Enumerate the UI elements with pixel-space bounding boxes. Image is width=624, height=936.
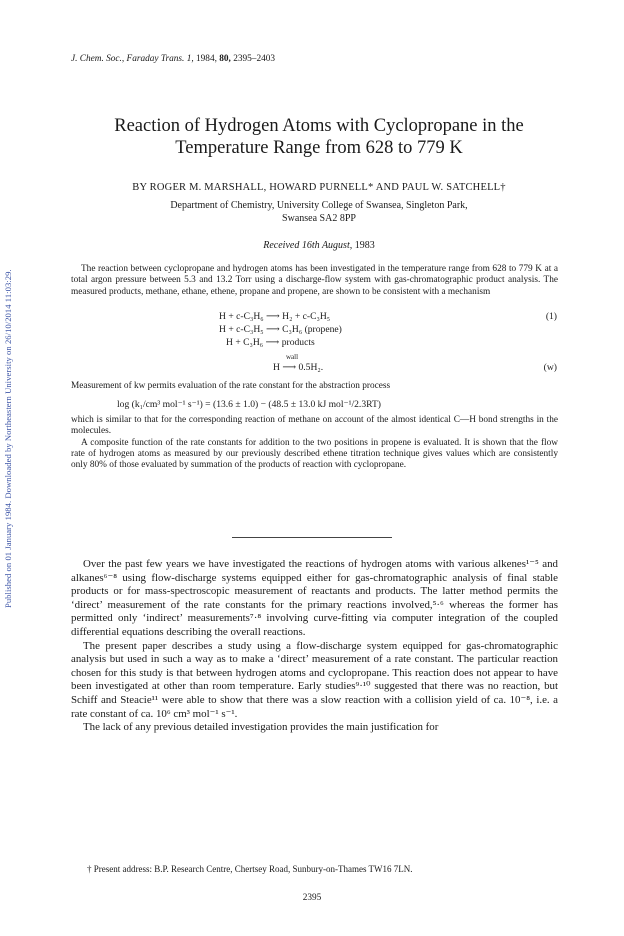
paper-title [64,115,574,159]
received-label: Received [263,240,300,251]
reaction-4: H ⟶ 0.5H₂. [273,362,324,373]
journal-pages: 2395–2403 [233,54,276,64]
rate-equation: log (k₁/cm³ mol⁻¹ s⁻¹) = (13.6 ± 1.0) − (48.5 ± 13.0 kJ mol⁻¹/2.3RT) [117,399,381,410]
page-number: 2395 [302,893,322,903]
abstract-text-4: A composite function of the rate constants for addition to the two positions in propene is evaluated. It is shown that the flow rate of hydrogen atoms as measured by our previously described ethene titration technique gives values which are consistently only 80% of those evaluated by summation of the products of reaction with cyclopropane. [71,437,558,471]
body-paragraph-2: The present paper describes a study using a flow-discharge system equipped for gas-chromatographic analysis but used in such a way as to make a ‘direct’ measurement of a rate constant. The particular reaction chosen for this study is that between hydrogen atoms and cyclopropane. This reaction does not appear to have been investigated at other than room temperature. Early studies⁹·¹⁰ suggested that there was no reaction, but Schiff and Steacie¹¹ were able to show that there was a slow reaction with a collision yield of ca. 10⁻⁸, i.e. a rate constant of ca. 10⁶ cm³ mol⁻¹ s⁻¹. [71,639,558,720]
affiliation-line-1: Department of Chemistry, University College of Swansea, Singleton Park, [170,200,468,211]
abstract-paragraph-1 [71,264,558,298]
received-year: 1983 [354,240,375,251]
reaction-3: H + C₃H₆ ⟶ products [226,337,315,348]
main-text [71,558,558,735]
section-divider [232,537,392,538]
download-watermark-text: Published on 01 January 1984. Downloaded by Northeastern University on 26/10/2014 11:03:29. [3,269,13,608]
abstract-text-2: Measurement of kw permits evaluation of the rate constant for the abstraction process [71,381,391,391]
abstract-paragraph-3 [71,415,558,471]
title-line-1: Reaction of Hydrogen Atoms with Cyclopropane in the [114,116,524,136]
reaction-4-condition: wall [286,353,299,361]
abstract-paragraph-2 [71,381,558,392]
footnote: † Present address: B.P. Research Centre, Chertsey Road, Sunbury-on-Thames TW16 7LN. [87,864,413,874]
reaction-4-label: (w) [543,362,557,373]
journal-name: J. Chem. Soc., Faraday Trans. 1, [71,54,194,64]
journal-volume: 80, [219,54,231,64]
journal-year: 1984, [196,54,217,64]
reaction-2: H + c-C₃H₅ ⟶ C₃H₆ (propene) [219,324,342,335]
reaction-1-label: (1) [545,311,557,322]
received-date [64,240,574,251]
body-paragraph-1: Over the past few years we have investigated the reactions of hydrogen atoms with various alkenes¹⁻⁵ and alkanes⁶⁻⁸ using flow-discharge systems equipped either for gas-chromatographic analysis of final stable products or for mass-spectroscopic measurement of reactants and products. The latter method permits the ‘direct’ measurement of the rate constants for the primary reactions involved,⁵·⁶ whereas the former has permitted only ‘indirect’ measurements⁷·⁸ involving curve-fitting via computer integration of the coupled differential equations describing the overall reactions. [71,558,558,638]
title-line-2: Temperature Range from 628 to 779 K [175,138,463,158]
abstract-text-3: which is similar to that for the corresponding reaction of methane on account of the almost identical C—H bond strengths in the molecules. [71,415,558,437]
reaction-1: H + c-C₃H₆ ⟶ H₂ + c-C₃H₅ [219,311,331,322]
abstract-text-1: The reaction between cyclopropane and hydrogen atoms has been investigated in the temperature range from 628 to 779 K at a total argon pressure between 5.3 and 13.2 Torr using a discharge-flow system with gas-chromatographic product analysis. The measured products, methane, ethane, ethene, propane and propene, are shown to be consistent with a mechanism [71,264,558,297]
affiliation-line-2: Swansea SA2 8PP [282,213,356,224]
received-day: 16th August, [301,240,353,251]
affiliation [64,199,574,225]
download-watermark [3,148,13,608]
journal-citation [71,54,275,64]
author-list: BY ROGER M. MARSHALL, HOWARD PURNELL* AND PAUL W. SATCHELL† [132,182,506,193]
body-paragraph-3: The lack of any previous detailed investigation provides the main justification for [83,721,439,734]
